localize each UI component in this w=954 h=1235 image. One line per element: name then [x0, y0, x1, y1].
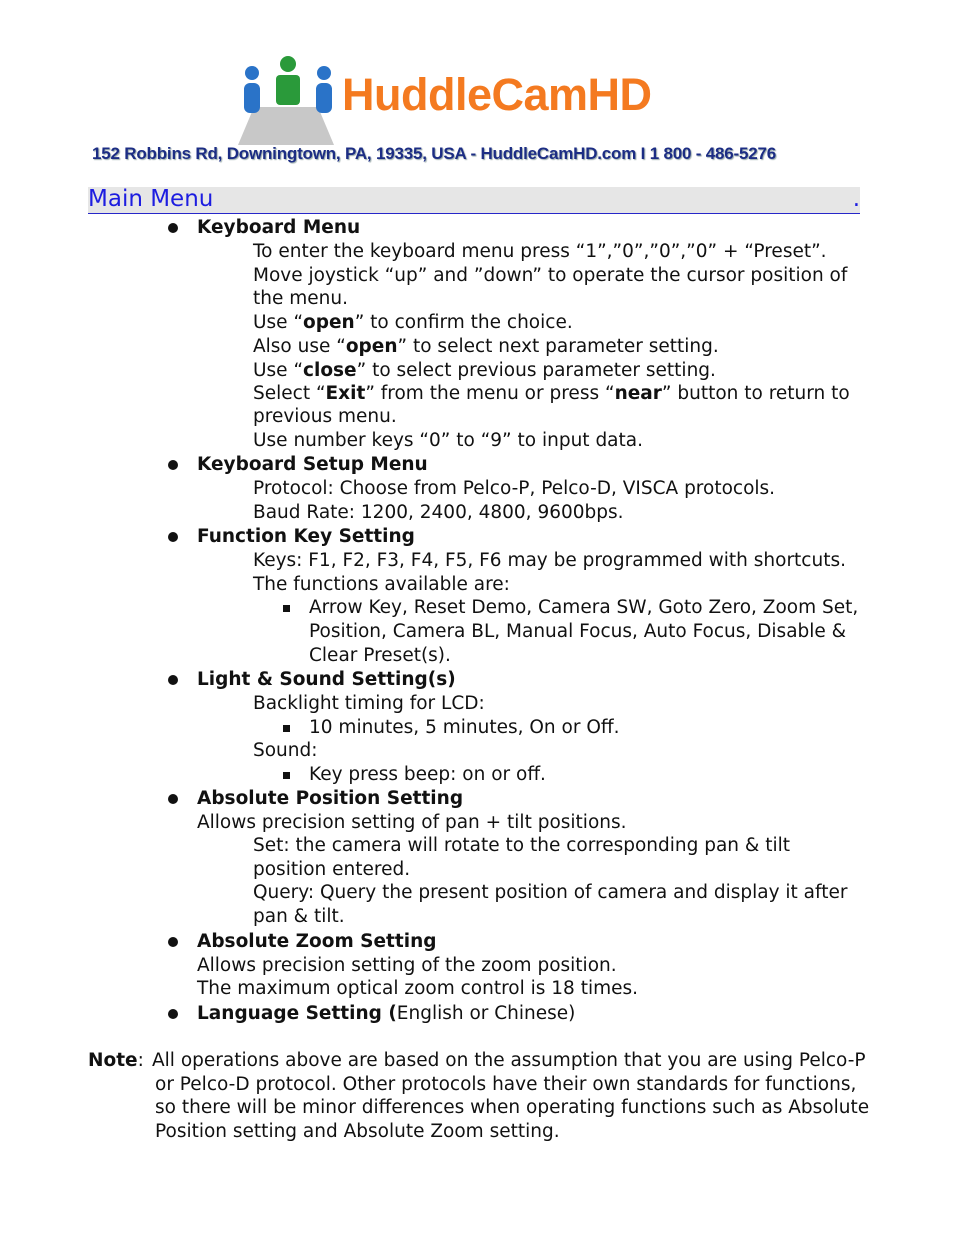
text-line: Move joystick “up” and ”down” to operate the cursor position of [253, 265, 848, 286]
bullet-icon [168, 223, 178, 233]
text-line: Use “open” to confirm the choice. [253, 312, 573, 333]
section-heading [88, 187, 860, 214]
key-exit: Exit [325, 383, 366, 404]
list-item: 10 minutes, 5 minutes, On or Off. [309, 717, 620, 738]
brand-name: HuddleCamHD [342, 69, 652, 120]
text-line: the menu. [253, 288, 348, 309]
note-text: Position setting and Absolute Zoom setting. [155, 1121, 560, 1142]
key-near: near [614, 383, 662, 404]
section-title: Main Menu [88, 186, 214, 212]
list-item: Key press beep: on or off. [309, 764, 546, 785]
bullet-icon [168, 675, 178, 685]
text-line: Baud Rate: 1200, 2400, 4800, 9600bps. [253, 502, 624, 523]
bullet-icon [168, 1009, 178, 1019]
text-line: Use number keys “0” to “9” to input data. [253, 430, 643, 451]
bullet-icon [168, 532, 178, 542]
text-line: Backlight timing for LCD: [253, 693, 485, 714]
text-line: Allows precision setting of pan + tilt positions. [197, 812, 627, 833]
square-bullet-icon [283, 772, 290, 779]
item-title-language: Language Setting (English or Chinese) [197, 1003, 576, 1024]
note-label: Note: [88, 1050, 144, 1071]
text-line: Select “Exit” from the menu or press “near” button to return to [253, 383, 850, 404]
text-line: Sound: [253, 740, 318, 761]
item-title-light-sound: Light & Sound Setting(s) [197, 669, 456, 690]
bullet-icon [168, 794, 178, 804]
company-address: 152 Robbins Rd, Downingtown, PA, 19335, USA - HuddleCamHD.com I 1 800 - 486-5276 [92, 144, 777, 163]
item-title-absolute-position: Absolute Position Setting [197, 788, 464, 809]
square-bullet-icon [283, 725, 290, 732]
key-close: close [303, 360, 357, 381]
company-logo [230, 55, 690, 145]
item-title-function-key: Function Key Setting [197, 526, 415, 547]
item-title-absolute-zoom: Absolute Zoom Setting [197, 931, 437, 952]
list-item: Position, Camera BL, Manual Focus, Auto Focus, Disable & [309, 621, 847, 642]
key-open: open [303, 312, 355, 333]
text-line: The functions available are: [253, 574, 510, 595]
text-line: Allows precision setting of the zoom position. [197, 955, 617, 976]
text-line: The maximum optical zoom control is 18 times. [197, 978, 639, 999]
text-line: Use “close” to select previous parameter setting. [253, 360, 716, 381]
item-title-keyboard-menu: Keyboard Menu [197, 217, 361, 238]
note-text: All operations above are based on the assumption that you are using Pelco-P [152, 1050, 866, 1071]
note-text: or Pelco-D protocol. Other protocols have their own standards for functions, [155, 1074, 857, 1095]
text-line: To enter the keyboard menu press “1”,”0”,”0”,”0” + “Preset”. [253, 241, 827, 262]
section-trail: . [852, 186, 860, 212]
text-line: Protocol: Choose from Pelco-P, Pelco-D, VISCA protocols. [253, 478, 776, 499]
list-item: Arrow Key, Reset Demo, Camera SW, Goto Zero, Zoom Set, [309, 597, 859, 618]
text-line: previous menu. [253, 406, 397, 427]
key-open: open [345, 336, 398, 357]
text-line: Also use “open” to select next parameter setting. [253, 336, 719, 357]
text-line: Set: the camera will rotate to the corresponding pan & tilt [253, 835, 791, 856]
people-logo-icon [230, 55, 342, 145]
bullet-icon [168, 460, 178, 470]
list-item: Clear Preset(s). [309, 645, 451, 666]
note-text: so there will be minor differences when operating functions such as Absolute [155, 1097, 870, 1118]
bullet-icon [168, 937, 178, 947]
text-line: Keys: F1, F2, F3, F4, F5, F6 may be programmed with shortcuts. [253, 550, 846, 571]
text-line: position entered. [253, 859, 411, 880]
square-bullet-icon [283, 605, 290, 612]
item-title-keyboard-setup: Keyboard Setup Menu [197, 454, 428, 475]
text-line: pan & tilt. [253, 906, 345, 927]
text-line: Query: Query the present position of camera and display it after [253, 882, 848, 903]
